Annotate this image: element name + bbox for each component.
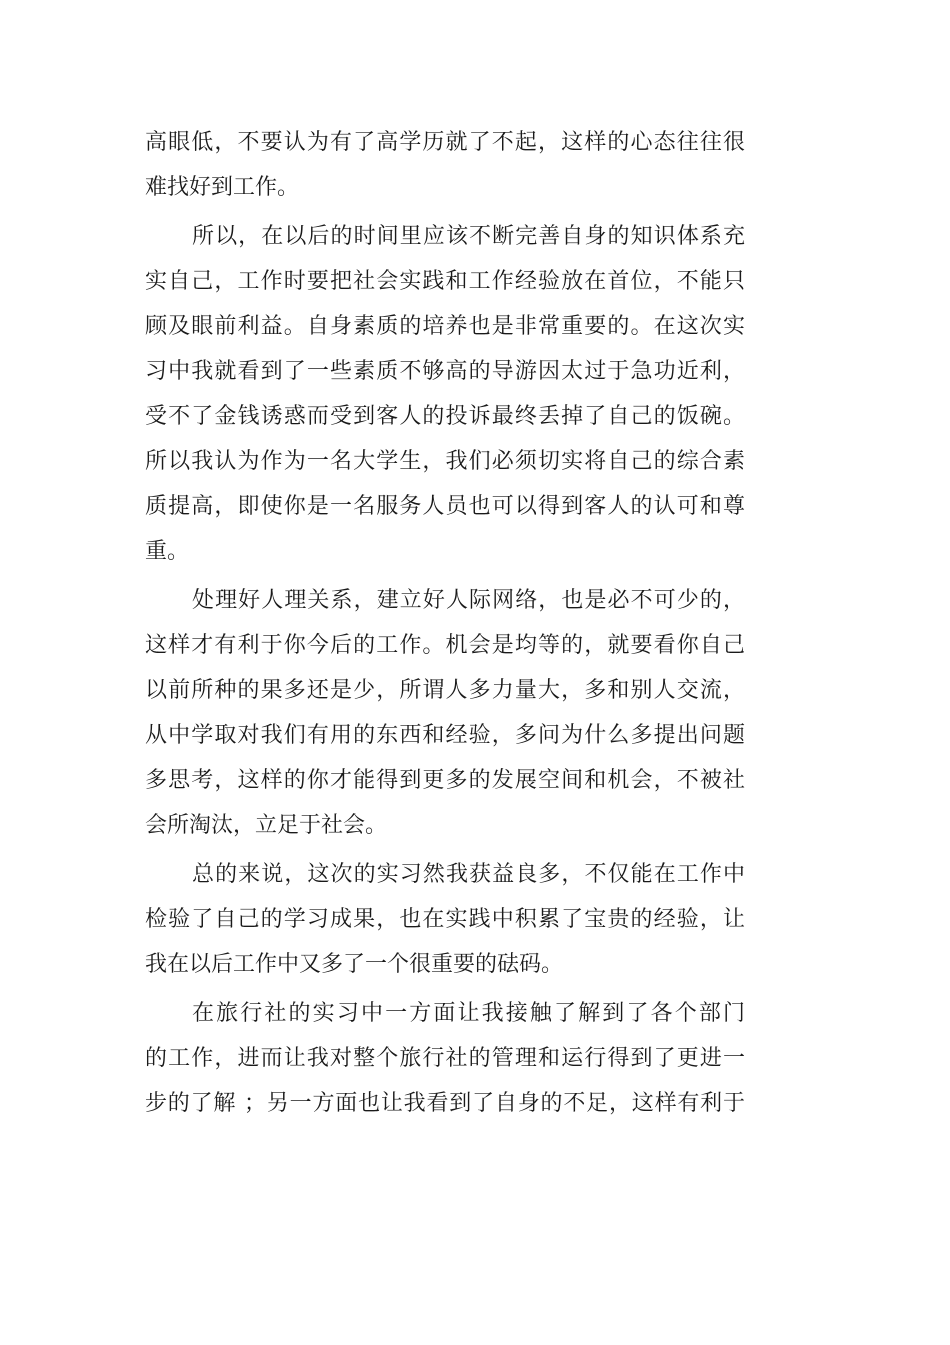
text-line: 重。 — [145, 539, 190, 564]
text-line: 处理好人理关系，建立好人际网络，也是必不可少的， — [192, 588, 745, 613]
text-line: 顾及眼前利益。自身素质的培养也是非常重要的。在这次实 — [145, 314, 745, 339]
text-line: 会所淘汰，立足于社会。 — [145, 813, 388, 838]
text-line: 习中我就看到了一些素质不够高的导游因太过于急功近利， — [145, 359, 745, 384]
text-line: 总的来说，这次的实习然我获益良多，不仅能在工作中 — [192, 862, 745, 887]
text-line: 实自己，工作时要把社会实践和工作经验放在首位，不能只 — [145, 269, 745, 294]
text-line: 所以我认为作为一名大学生，我们必须切实将自己的综合素 — [145, 449, 745, 474]
text-line: 我在以后工作中又多了一个很重要的砝码。 — [145, 952, 564, 977]
paragraph — [145, 578, 745, 848]
text-line: 这样才有利于你今后的工作。机会是均等的，就要看你自己 — [145, 633, 745, 658]
text-line: 以前所种的果多还是少，所谓人多力量大，多和别人交流， — [145, 678, 745, 703]
paragraph — [145, 214, 745, 574]
text-line: 步的了解 ；另一方面也让我看到了自身的不足，这样有利于 — [145, 1091, 745, 1116]
text-line: 在旅行社的实习中一方面让我接触了解到了各个部门 — [192, 1001, 745, 1026]
text-line: 难找好到工作。 — [145, 175, 300, 200]
text-line: 受不了金钱诱惑而受到客人的投诉最终丢掉了自己的饭碗。 — [145, 404, 745, 429]
text-line: 所以，在以后的时间里应该不断完善自身的知识体系充 — [192, 224, 745, 249]
paragraph — [145, 991, 745, 1126]
body-text — [145, 120, 745, 1126]
text-line: 检验了自己的学习成果，也在实践中积累了宝贵的经验，让 — [145, 907, 745, 932]
paragraph — [145, 120, 745, 210]
text-line: 多思考，这样的你才能得到更多的发展空间和机会，不被社 — [145, 768, 745, 793]
text-line: 高眼低，不要认为有了高学历就了不起，这样的心态往往很 — [145, 130, 745, 155]
text-line: 从中学取对我们有用的东西和经验，多问为什么多提出问题 — [145, 723, 745, 748]
paragraph — [145, 852, 745, 987]
text-line: 的工作，进而让我对整个旅行社的管理和运行得到了更进一 — [145, 1046, 745, 1071]
text-line: 质提高，即使你是一名服务人员也可以得到客人的认可和尊 — [145, 494, 745, 519]
